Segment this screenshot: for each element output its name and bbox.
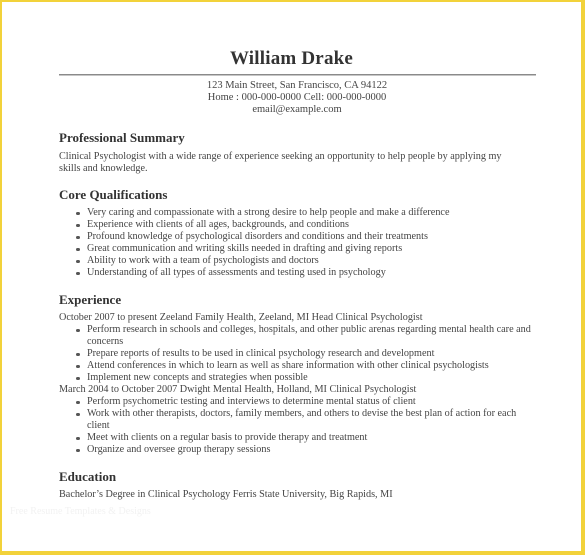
qualifications-list: [59, 207, 539, 279]
experience-section: [59, 292, 539, 456]
education-section: [59, 469, 539, 501]
job-duty-item: Work with other therapists, doctors, family members, and others to devise the best plan of action for each client: [87, 408, 539, 432]
qualifications-title: Core Qualifications: [59, 187, 168, 202]
job-duty-item: Perform research in schools and colleges, hospitals, and other public arenas regarding mental health care and concerns: [87, 324, 539, 348]
header-divider: [59, 74, 536, 76]
watermark: Free Resume Templates & Designs: [10, 506, 151, 517]
summary-line-2: skills and knowledge.: [59, 163, 148, 174]
contact-phones: Home : 000-000-0000 Cell: 000-000-0000: [207, 92, 387, 103]
contact-email: email@example.com: [252, 104, 342, 115]
resume-header: [2, 48, 581, 70]
summary-title: Professional Summary: [59, 130, 185, 145]
summary-section: [59, 130, 539, 175]
candidate-name: William Drake: [229, 48, 354, 69]
job-duties-list: [59, 396, 539, 456]
job-duty-item: Implement new concepts and strategies when possible: [87, 372, 539, 384]
education-title: Education: [59, 469, 117, 484]
qualification-item: Ability to work with a team of psychologists and doctors: [87, 255, 539, 267]
job-duty-item: Perform psychometric testing and interviews to determine mental status of client: [87, 396, 539, 408]
summary-line-1: Clinical Psychologist with a wide range of experience seeking an opportunity to help people by applying my: [59, 151, 502, 162]
experience-title: Experience: [59, 292, 122, 307]
job-heading: October 2007 to present Zeeland Family Health, Zeeland, MI Head Clinical Psychologist: [59, 312, 423, 323]
qualification-item: Very caring and compassionate with a strong desire to help people and make a difference: [87, 207, 539, 219]
job-duty-item: Attend conferences in which to learn as well as share information with other clinical psychologists: [87, 360, 539, 372]
qualification-item: Experience with clients of all ages, backgrounds, and conditions: [87, 219, 539, 231]
job-duties-list: [59, 324, 539, 384]
job-duty-item: Meet with clients on a regular basis to provide therapy and treatment: [87, 432, 539, 444]
resume-page: [2, 2, 581, 551]
qualifications-section: [59, 187, 539, 279]
job-duty-item: Organize and oversee group therapy sessions: [87, 444, 539, 456]
contact-block: [2, 80, 581, 116]
job-heading: March 2004 to October 2007 Dwight Mental Health, Holland, MI Clinical Psychologist: [59, 384, 417, 395]
job-duty-item: Prepare reports of results to be used in clinical psychology research and development: [87, 348, 539, 360]
education-line: Bachelor’s Degree in Clinical Psychology Ferris State University, Big Rapids, MI: [59, 489, 393, 500]
qualification-item: Understanding of all types of assessments and testing used in psychology: [87, 267, 539, 279]
contact-address: 123 Main Street, San Francisco, CA 94122: [206, 80, 388, 91]
qualification-item: Great communication and writing skills needed in drafting and giving reports: [87, 243, 539, 255]
qualification-item: Profound knowledge of psychological disorders and conditions and their treatments: [87, 231, 539, 243]
